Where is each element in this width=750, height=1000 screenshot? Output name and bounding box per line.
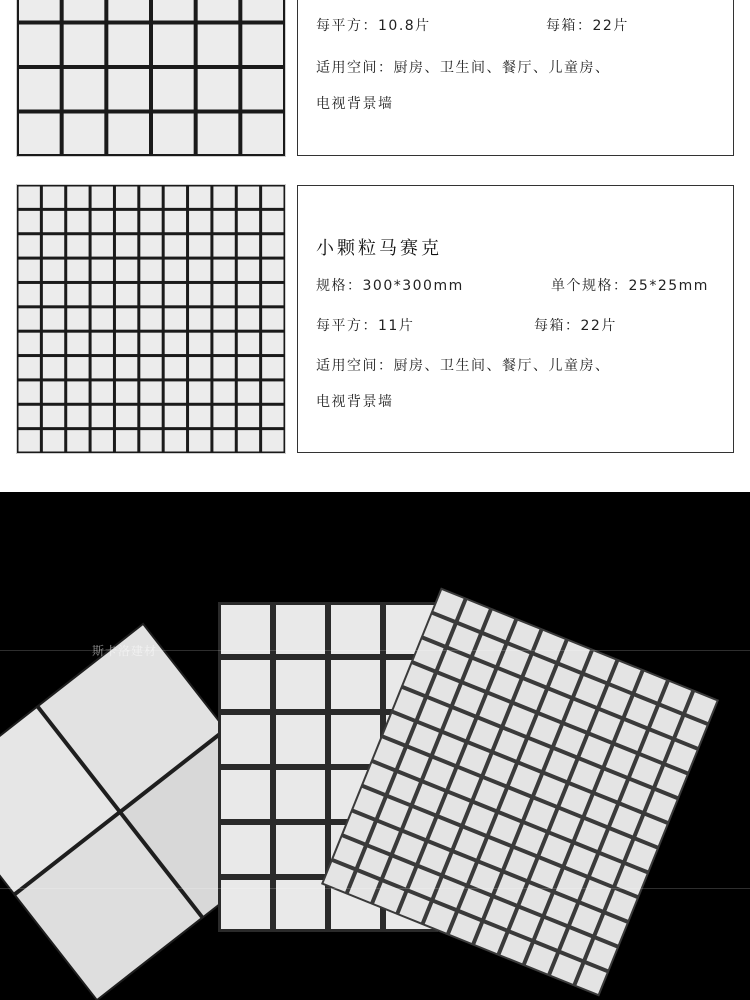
small-tile xyxy=(262,357,283,378)
small-tile xyxy=(43,260,64,281)
small-tile-grid xyxy=(17,185,285,453)
small-tile xyxy=(67,235,88,256)
small-tile xyxy=(189,430,210,451)
small-tile xyxy=(238,260,259,281)
large-tile xyxy=(153,114,194,155)
small-tile xyxy=(238,357,259,378)
small-tile xyxy=(43,381,64,402)
large-tile xyxy=(198,25,239,66)
small-tile xyxy=(189,260,210,281)
large-tile xyxy=(19,114,60,155)
large-tile xyxy=(198,69,239,110)
photo-medium-tile xyxy=(276,605,325,654)
small-tile xyxy=(67,406,88,427)
small-tile xyxy=(67,308,88,329)
photo-medium-tile xyxy=(276,715,325,764)
small-tile xyxy=(116,333,137,354)
per-sqm-small: 每平方：11片 xyxy=(316,318,415,334)
small-tile xyxy=(116,211,137,232)
small-tile xyxy=(67,430,88,451)
small-tile xyxy=(189,381,210,402)
photo-medium-tile xyxy=(221,825,270,874)
small-tile xyxy=(67,357,88,378)
small-tile xyxy=(238,381,259,402)
large-tile xyxy=(64,114,105,155)
small-tile xyxy=(238,284,259,305)
small-tile xyxy=(238,430,259,451)
info-box-top xyxy=(297,0,734,156)
small-tile xyxy=(238,211,259,232)
small-tile xyxy=(262,381,283,402)
small-tile xyxy=(19,406,40,427)
small-tile xyxy=(165,211,186,232)
small-tile xyxy=(92,333,113,354)
usage-small-line2: 电视背景墙 xyxy=(316,394,394,410)
small-tile xyxy=(238,308,259,329)
large-tile xyxy=(198,114,239,155)
small-tile xyxy=(140,211,161,232)
large-tile xyxy=(153,0,194,21)
small-tile xyxy=(92,406,113,427)
info-box-small xyxy=(297,185,734,453)
small-tile xyxy=(262,284,283,305)
small-tile xyxy=(116,406,137,427)
large-tile xyxy=(64,69,105,110)
small-tile xyxy=(19,211,40,232)
usage-top-line1: 适用空间：厨房、卫生间、餐厅、儿童房、 xyxy=(316,60,611,76)
small-tile xyxy=(262,406,283,427)
small-tile xyxy=(262,333,283,354)
small-tile xyxy=(189,333,210,354)
small-tile xyxy=(67,211,88,232)
small-tile xyxy=(213,333,234,354)
small-tile xyxy=(43,308,64,329)
small-tile xyxy=(213,235,234,256)
per-box-top: 每箱：22片 xyxy=(546,18,629,34)
small-tile xyxy=(165,430,186,451)
small-tile xyxy=(165,381,186,402)
small-tile xyxy=(213,260,234,281)
watermark-text: 斯卡洛建材 xyxy=(92,644,158,658)
small-tile xyxy=(189,187,210,208)
small-tile xyxy=(116,308,137,329)
large-tile xyxy=(64,0,105,21)
photo-medium-tile xyxy=(331,660,380,709)
small-tile xyxy=(165,333,186,354)
large-tile xyxy=(19,25,60,66)
small-tile xyxy=(43,235,64,256)
small-tile xyxy=(92,187,113,208)
small-tile xyxy=(19,381,40,402)
large-tile xyxy=(19,69,60,110)
unit-spec: 单个规格：25*25mm xyxy=(551,278,709,294)
small-tile xyxy=(140,357,161,378)
small-tile xyxy=(92,308,113,329)
small-tile xyxy=(140,187,161,208)
small-tile xyxy=(262,211,283,232)
small-tile xyxy=(238,235,259,256)
small-tile xyxy=(140,260,161,281)
small-tile xyxy=(116,381,137,402)
small-tile xyxy=(165,406,186,427)
large-tile-grid xyxy=(17,0,285,156)
small-tile xyxy=(43,430,64,451)
small-tile xyxy=(262,430,283,451)
small-tile xyxy=(213,406,234,427)
small-tile xyxy=(43,406,64,427)
large-tile xyxy=(242,69,283,110)
photo-medium-tile xyxy=(331,605,380,654)
small-tile xyxy=(116,187,137,208)
product-name: 小颗粒马赛克 xyxy=(316,238,442,259)
small-tile xyxy=(92,211,113,232)
small-tile xyxy=(43,187,64,208)
large-tile xyxy=(198,0,239,21)
small-tile xyxy=(238,333,259,354)
large-tile xyxy=(19,0,60,21)
small-tile xyxy=(189,406,210,427)
small-tile xyxy=(238,187,259,208)
small-tile xyxy=(213,187,234,208)
small-tile xyxy=(116,260,137,281)
usage-top-line2: 电视背景墙 xyxy=(316,96,394,112)
large-tile xyxy=(242,114,283,155)
small-tile xyxy=(19,235,40,256)
small-tile xyxy=(213,284,234,305)
mosaic-sheets-illustration xyxy=(0,492,750,1000)
watermark-line-bottom xyxy=(0,888,750,889)
per-box-small: 每箱：22片 xyxy=(534,318,617,334)
small-tile xyxy=(43,211,64,232)
small-tile xyxy=(116,430,137,451)
small-tile xyxy=(140,406,161,427)
spec: 规格：300*300mm xyxy=(316,278,464,294)
small-tile xyxy=(116,284,137,305)
small-tile xyxy=(165,308,186,329)
large-tile xyxy=(64,25,105,66)
tile-image-small xyxy=(17,185,285,453)
small-tile xyxy=(189,235,210,256)
small-tile xyxy=(213,357,234,378)
photo-medium-tile xyxy=(221,715,270,764)
large-tile xyxy=(108,69,149,110)
small-tile xyxy=(189,308,210,329)
small-tile xyxy=(213,430,234,451)
large-tile xyxy=(108,0,149,21)
tile-image-large xyxy=(17,0,285,156)
small-tile xyxy=(140,381,161,402)
small-tile xyxy=(165,235,186,256)
small-tile xyxy=(92,260,113,281)
small-tile xyxy=(19,430,40,451)
photo-medium-tile xyxy=(221,660,270,709)
small-tile xyxy=(19,357,40,378)
small-tile xyxy=(165,284,186,305)
small-tile xyxy=(19,308,40,329)
photo-medium-tile xyxy=(276,660,325,709)
large-tile xyxy=(153,25,194,66)
small-tile xyxy=(189,284,210,305)
small-tile xyxy=(92,430,113,451)
large-tile xyxy=(242,0,283,21)
large-tile xyxy=(153,69,194,110)
small-tile xyxy=(92,235,113,256)
small-tile xyxy=(262,308,283,329)
small-tile xyxy=(189,357,210,378)
photo-medium-tile xyxy=(221,770,270,819)
small-tile xyxy=(213,308,234,329)
small-tile xyxy=(262,260,283,281)
small-tile xyxy=(116,235,137,256)
small-tile xyxy=(19,284,40,305)
small-tile xyxy=(238,406,259,427)
small-tile xyxy=(140,333,161,354)
small-tile xyxy=(92,381,113,402)
small-tile xyxy=(92,284,113,305)
small-tile xyxy=(19,260,40,281)
small-tile xyxy=(165,357,186,378)
small-tile xyxy=(140,430,161,451)
small-tile xyxy=(213,381,234,402)
small-tile xyxy=(116,357,137,378)
small-tile xyxy=(19,187,40,208)
small-tile xyxy=(67,284,88,305)
large-tile xyxy=(108,114,149,155)
small-tile xyxy=(67,333,88,354)
photo-medium-tile xyxy=(221,605,270,654)
small-tile xyxy=(189,211,210,232)
small-tile xyxy=(140,235,161,256)
small-tile xyxy=(67,260,88,281)
small-tile xyxy=(43,333,64,354)
small-tile xyxy=(140,308,161,329)
small-tile xyxy=(262,235,283,256)
small-tile xyxy=(19,333,40,354)
usage-small-line1: 适用空间：厨房、卫生间、餐厅、儿童房、 xyxy=(316,358,611,374)
small-tile xyxy=(43,357,64,378)
small-tile xyxy=(165,187,186,208)
large-tile xyxy=(242,25,283,66)
product-photo xyxy=(0,492,750,1000)
small-tile xyxy=(43,284,64,305)
photo-medium-tile xyxy=(276,770,325,819)
small-tile xyxy=(92,357,113,378)
small-tile xyxy=(262,187,283,208)
small-tile xyxy=(213,211,234,232)
photo-medium-tile xyxy=(276,825,325,874)
large-tile xyxy=(108,25,149,66)
small-tile xyxy=(67,187,88,208)
per-sqm-top: 每平方：10.8片 xyxy=(316,18,431,34)
small-tile xyxy=(140,284,161,305)
small-tile xyxy=(165,260,186,281)
small-tile xyxy=(67,381,88,402)
